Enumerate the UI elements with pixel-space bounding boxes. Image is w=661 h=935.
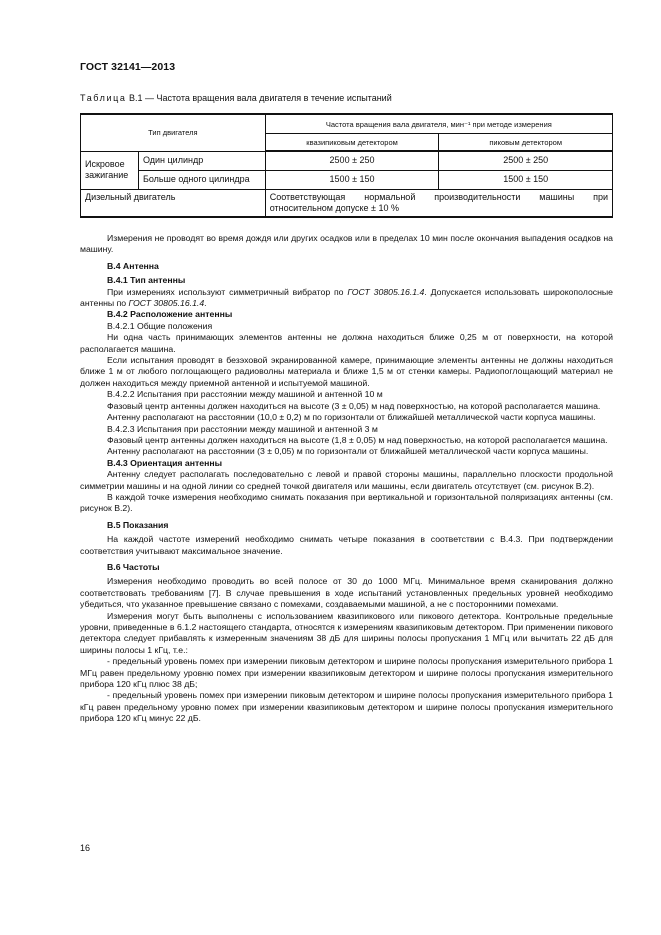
paragraph: В каждой точке измерения необходимо снимать показания при вертикальной и горизонтальной поляризациях антенны (см. рисунок В.2). <box>80 491 613 514</box>
table-caption <box>80 93 392 103</box>
subsection-heading: В.4.3 Ориентация антенны <box>107 457 222 468</box>
header-quasi-peak: квазипиковым детектором <box>265 134 439 152</box>
paragraph: Измерения необходимо проводить во всей полосе от 30 до 1000 МГц. Минимальное время сканирования должно соответствовать требованиям [7]. В случае превышения в ходе испытаний установленных предельных уровней необходимо убедиться, что указанное превышение связано с помехами, создаваемыми машиной, а не с посторонними помехами. <box>80 576 613 610</box>
header-peak: пиковым детектором <box>439 134 613 152</box>
paragraph: На каждой частоте измерений необходимо снимать четыре показания в соответствии с В.4.3. При подтверждении соответствия учитывают максимальное значение. <box>80 534 613 556</box>
diesel-value: Соответствующая нормальной производительности машины при относительном допуске ± 10 % <box>265 189 612 217</box>
paragraph: Антенну следует располагать последовательно с левой и правой стороны машины, параллельно плоскости продольной симметрии машины и на одной линии со средней точкой двигателя или машины, если двигатель отсутствует (см. рисунок В.2). <box>80 469 613 491</box>
paragraph: Фазовый центр антенны должен находиться на высоте (3 ± 0,05) м над поверхностью, на которой располагается машина. <box>107 400 601 411</box>
rpm-table <box>80 113 613 218</box>
paragraph: В.4.2.2 Испытания при расстоянии между машиной и антенной 10 м <box>107 389 383 400</box>
diesel-label: Дизельный двигатель <box>81 189 266 217</box>
paragraph: В.4.2.1 Общие положения <box>107 320 213 331</box>
document-id: ГОСТ 32141—2013 <box>80 61 176 73</box>
section-heading: В.6 Частоты <box>107 561 160 572</box>
body-text <box>80 233 613 725</box>
paragraph: - предельный уровень помех при измерении пиковым детектором и ширине полосы пропускания измерительного прибора 1 кГц равен предельному уровню помех при измерении квазипиковым детектором и ширине полосы пропускания измерительного прибора 120 кГц минус 22 дБ. <box>80 690 613 724</box>
row-label: Один цилиндр <box>138 151 265 170</box>
paragraph: При измерениях используют симметричный вибратор по ГОСТ 30805.16.1.4. Допускается использовать широкополосные антенны по ГОСТ 30805.16.1.4. <box>80 286 613 309</box>
section-heading: В.5 Показания <box>107 519 169 530</box>
paragraph: Ни одна часть принимающих элементов антенны не должна находиться ближе 0,25 м от поверхности, на которой располагается машина. <box>80 332 613 354</box>
paragraph: Фазовый центр антенны должен находиться на высоте (1,8 ± 0,05) м над поверхностью, на которой располагается машина. <box>107 434 608 445</box>
page-number: 16 <box>80 843 91 853</box>
subsection-heading: В.4.1 Тип антенны <box>107 275 186 286</box>
header-frequency: Частота вращения вала двигателя, мин⁻¹ при методе измерения <box>265 114 612 134</box>
row-peak-value: 1500 ± 150 <box>439 170 613 189</box>
row-label: Больше одного цилиндра <box>138 170 265 189</box>
paragraph: Если испытания проводят в безэховой экранированной камере, принимающие элементы антенны не должны находиться ближе 1 м от любого поглощающего радиоволны материала и ближе 1,5 м от стенки камеры. Радиопоглощающий материал не должен находиться между приемной антенной и испытуемой машиной. <box>80 355 613 388</box>
paragraph: - предельный уровень помех при измерении пиковым детектором и ширине полосы пропускания измерительного прибора 1 МГц равен предельному уровню помех при измерении квазипиковым детектором и ширине полосы пропускания измерительного прибора 120 кГц плюс 38 дБ; <box>80 656 613 690</box>
table-caption-text: В.1 — Частота вращения вала двигателя в течение испытаний <box>129 93 392 103</box>
paragraph: Измерения могут быть выполнены с использованием квазипикового или пикового детектора. Контрольные предельные уровни, приведенные в 6.1.2 настоящего стандарта, относятся к измерениям квазипиковым детектором. При применении пикового детектора следует прибавлять к измеренным значениям 38 дБ для ширины полосы пропускания 1 МГц или вычитать 22 дБ для ширины полосы 1 кГц, т.е.: <box>80 610 613 655</box>
header-engine-type: Тип двигателя <box>81 114 266 151</box>
row-peak-value: 2500 ± 250 <box>439 151 613 170</box>
row-quasi-peak-value: 2500 ± 250 <box>265 151 439 170</box>
paragraph: Измерения не проводят во время дождя или других осадков или в пределах 10 мин после окончания выпадения осадков на машину. <box>80 233 613 255</box>
paragraph: Антенну располагают на расстоянии (3 ± 0,05) м по горизонтали от ближайшей металлической части корпуса машины. <box>107 446 589 457</box>
subsection-heading: В.4.2 Расположение антенны <box>107 309 233 320</box>
section-heading: В.4 Антенна <box>107 260 159 271</box>
row-quasi-peak-value: 1500 ± 150 <box>265 170 439 189</box>
standard-reference: ГОСТ 30805.16.1.4 <box>347 286 425 297</box>
paragraph: В.4.2.3 Испытания при расстоянии между машиной и антенной 3 м <box>107 423 378 434</box>
paragraph: Антенну располагают на расстоянии (10,0 ± 0,2) м по горизонтали от ближайшей металлической части корпуса машины. <box>107 412 596 423</box>
table-caption-word: Таблица <box>80 93 127 103</box>
spark-ignition-cell: Искровое зажигание <box>81 151 139 189</box>
standard-reference: ГОСТ 30805.16.1.4 <box>128 298 205 309</box>
